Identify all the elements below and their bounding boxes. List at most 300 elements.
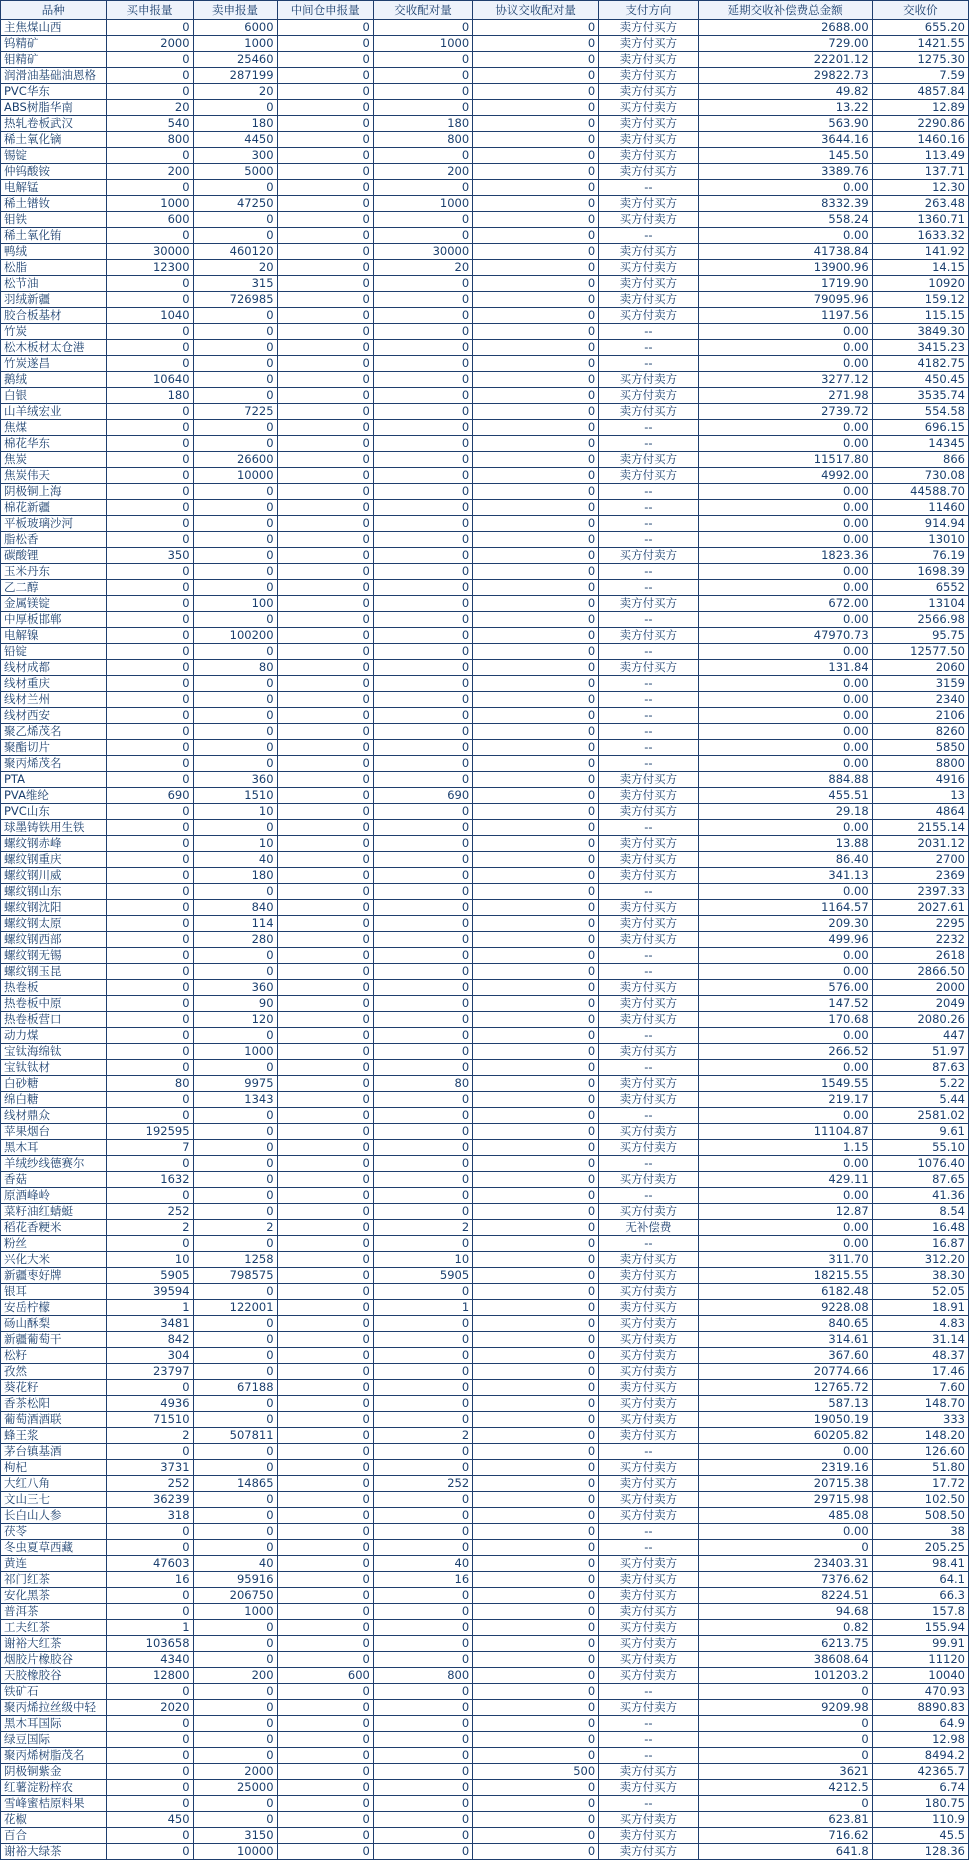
table-row <box>1 1716 969 1732</box>
intermediate-declared-cell: 0 <box>277 564 373 580</box>
delivery-price-cell: 1460.16 <box>872 132 968 148</box>
intermediate-declared-cell: 0 <box>277 788 373 804</box>
delivery-matched-cell: 0 <box>373 1716 472 1732</box>
delivery-matched-cell: 0 <box>373 100 472 116</box>
payment-direction-cell: -- <box>599 180 698 196</box>
agreement-matched-cell: 0 <box>473 404 599 420</box>
buy-declared-cell: 0 <box>106 1684 193 1700</box>
delivery-matched-cell: 0 <box>373 228 472 244</box>
table-row <box>1 1252 969 1268</box>
delivery-matched-cell: 0 <box>373 692 472 708</box>
delivery-price-cell: 312.20 <box>872 1252 968 1268</box>
intermediate-declared-cell: 0 <box>277 644 373 660</box>
delivery-matched-cell: 0 <box>373 404 472 420</box>
deferred-compensation-cell: 3277.12 <box>698 372 872 388</box>
delivery-price-cell: 2866.50 <box>872 964 968 980</box>
table-row <box>1 1364 969 1380</box>
sell-declared-cell: 0 <box>193 436 277 452</box>
sell-declared-cell: 0 <box>193 1316 277 1332</box>
variety-cell: 鸭绒 <box>1 244 107 260</box>
intermediate-declared-cell: 0 <box>277 1252 373 1268</box>
variety-cell: 脂松香 <box>1 532 107 548</box>
buy-declared-cell: 36239 <box>106 1492 193 1508</box>
variety-cell: 松籽 <box>1 1348 107 1364</box>
agreement-matched-cell: 0 <box>473 36 599 52</box>
payment-direction-cell: 卖方付买方 <box>599 804 698 820</box>
delivery-matched-cell: 0 <box>373 1188 472 1204</box>
sell-declared-cell: 0 <box>193 500 277 516</box>
table-row <box>1 1444 969 1460</box>
intermediate-declared-cell: 0 <box>277 1492 373 1508</box>
deferred-compensation-cell: 0.00 <box>698 820 872 836</box>
buy-declared-cell: 3481 <box>106 1316 193 1332</box>
agreement-matched-cell: 0 <box>473 1188 599 1204</box>
variety-cell: 球墨铸铁用生铁 <box>1 820 107 836</box>
intermediate-declared-cell: 0 <box>277 724 373 740</box>
delivery-matched-cell: 0 <box>373 1636 472 1652</box>
deferred-compensation-cell: 209.30 <box>698 916 872 932</box>
delivery-matched-cell: 0 <box>373 1172 472 1188</box>
deferred-compensation-cell: 271.98 <box>698 388 872 404</box>
variety-cell: 铅锭 <box>1 644 107 660</box>
table-row <box>1 772 969 788</box>
agreement-matched-cell: 0 <box>473 1124 599 1140</box>
sell-declared-cell: 0 <box>193 1204 277 1220</box>
buy-declared-cell: 47603 <box>106 1556 193 1572</box>
table-row <box>1 1828 969 1844</box>
deferred-compensation-cell: 147.52 <box>698 996 872 1012</box>
table-row <box>1 820 969 836</box>
buy-declared-cell: 0 <box>106 1844 193 1860</box>
buy-declared-cell: 0 <box>106 964 193 980</box>
delivery-price-cell: 11120 <box>872 1652 968 1668</box>
deferred-compensation-cell: 0.00 <box>698 420 872 436</box>
buy-declared-cell: 39594 <box>106 1284 193 1300</box>
table-row <box>1 1380 969 1396</box>
delivery-price-cell: 12.30 <box>872 180 968 196</box>
agreement-matched-cell: 0 <box>473 1028 599 1044</box>
buy-declared-cell: 0 <box>106 452 193 468</box>
intermediate-declared-cell: 0 <box>277 148 373 164</box>
delivery-price-cell: 180.75 <box>872 1796 968 1812</box>
intermediate-declared-cell: 0 <box>277 484 373 500</box>
sell-declared-cell: 20 <box>193 84 277 100</box>
variety-cell: 雪峰蜜桔原料果 <box>1 1796 107 1812</box>
variety-cell: 安化黑茶 <box>1 1588 107 1604</box>
delivery-matched-cell: 200 <box>373 164 472 180</box>
payment-direction-cell: -- <box>599 564 698 580</box>
delivery-price-cell: 2027.61 <box>872 900 968 916</box>
table-row <box>1 1204 969 1220</box>
deferred-compensation-cell: 0.00 <box>698 1188 872 1204</box>
table-row <box>1 1780 969 1796</box>
buy-declared-cell: 0 <box>106 1604 193 1620</box>
delivery-price-cell: 8890.83 <box>872 1700 968 1716</box>
variety-cell: 蜂王浆 <box>1 1428 107 1444</box>
delivery-price-cell: 3159 <box>872 676 968 692</box>
payment-direction-cell: -- <box>599 740 698 756</box>
sell-declared-cell: 0 <box>193 1796 277 1812</box>
table-row <box>1 212 969 228</box>
delivery-matched-cell: 0 <box>373 84 472 100</box>
deferred-compensation-cell: 101203.2 <box>698 1668 872 1684</box>
table-row <box>1 660 969 676</box>
delivery-price-cell: 5.22 <box>872 1076 968 1092</box>
variety-cell: 阴极铜紫金 <box>1 1764 107 1780</box>
buy-declared-cell: 252 <box>106 1204 193 1220</box>
agreement-matched-cell: 0 <box>473 436 599 452</box>
sell-declared-cell: 80 <box>193 660 277 676</box>
sell-declared-cell: 0 <box>193 212 277 228</box>
deferred-compensation-cell: 266.52 <box>698 1044 872 1060</box>
buy-declared-cell: 0 <box>106 852 193 868</box>
delivery-matched-cell: 0 <box>373 1620 472 1636</box>
payment-direction-cell: 卖方付买方 <box>599 852 698 868</box>
table-row <box>1 1540 969 1556</box>
intermediate-declared-cell: 0 <box>277 1540 373 1556</box>
deferred-compensation-cell: 20715.38 <box>698 1476 872 1492</box>
table-row <box>1 1220 969 1236</box>
deferred-compensation-cell: 219.17 <box>698 1092 872 1108</box>
delivery-price-cell: 508.50 <box>872 1508 968 1524</box>
payment-direction-cell: 卖方付买方 <box>599 116 698 132</box>
table-row <box>1 356 969 372</box>
table-row <box>1 420 969 436</box>
delivery-price-cell: 1698.39 <box>872 564 968 580</box>
buy-declared-cell: 0 <box>106 1380 193 1396</box>
table-row <box>1 148 969 164</box>
delivery-matched-cell: 0 <box>373 548 472 564</box>
payment-direction-cell: 买方付卖方 <box>599 212 698 228</box>
deferred-compensation-cell: 145.50 <box>698 148 872 164</box>
intermediate-declared-cell: 0 <box>277 132 373 148</box>
intermediate-declared-cell: 0 <box>277 1700 373 1716</box>
deferred-compensation-cell: 729.00 <box>698 36 872 52</box>
variety-cell: 稀土镨钕 <box>1 196 107 212</box>
deferred-compensation-cell: 0.00 <box>698 676 872 692</box>
sell-declared-cell: 1258 <box>193 1252 277 1268</box>
sell-declared-cell: 0 <box>193 532 277 548</box>
delivery-matched-cell: 40 <box>373 1556 472 1572</box>
agreement-matched-cell: 0 <box>473 196 599 212</box>
sell-declared-cell: 0 <box>193 1444 277 1460</box>
intermediate-declared-cell: 0 <box>277 1140 373 1156</box>
variety-cell: 钨精矿 <box>1 36 107 52</box>
payment-direction-cell: -- <box>599 1684 698 1700</box>
deferred-compensation-cell: 23403.31 <box>698 1556 872 1572</box>
delivery-price-cell: 8.54 <box>872 1204 968 1220</box>
delivery-price-cell: 7.59 <box>872 68 968 84</box>
intermediate-declared-cell: 0 <box>277 1396 373 1412</box>
sell-declared-cell: 0 <box>193 100 277 116</box>
buy-declared-cell: 0 <box>106 1540 193 1556</box>
sell-declared-cell: 0 <box>193 1540 277 1556</box>
table-row <box>1 36 969 52</box>
payment-direction-cell: -- <box>599 676 698 692</box>
variety-cell: 砀山酥梨 <box>1 1316 107 1332</box>
intermediate-declared-cell: 0 <box>277 1556 373 1572</box>
intermediate-declared-cell: 0 <box>277 1796 373 1812</box>
delivery-price-cell: 55.10 <box>872 1140 968 1156</box>
payment-direction-cell: 买方付卖方 <box>599 1812 698 1828</box>
delivery-matched-cell: 180 <box>373 116 472 132</box>
buy-declared-cell: 0 <box>106 1012 193 1028</box>
sell-declared-cell: 25460 <box>193 52 277 68</box>
deferred-compensation-cell: 0 <box>698 1796 872 1812</box>
deferred-compensation-cell: 0.00 <box>698 484 872 500</box>
sell-declared-cell: 122001 <box>193 1300 277 1316</box>
buy-declared-cell: 0 <box>106 324 193 340</box>
buy-declared-cell: 0 <box>106 52 193 68</box>
agreement-matched-cell: 0 <box>473 692 599 708</box>
sell-declared-cell: 0 <box>193 1108 277 1124</box>
buy-declared-cell: 252 <box>106 1476 193 1492</box>
buy-declared-cell: 0 <box>106 1092 193 1108</box>
sell-declared-cell: 507811 <box>193 1428 277 1444</box>
intermediate-declared-cell: 0 <box>277 532 373 548</box>
delivery-matched-cell: 0 <box>373 1380 472 1396</box>
buy-declared-cell: 4340 <box>106 1652 193 1668</box>
delivery-price-cell: 730.08 <box>872 468 968 484</box>
payment-direction-cell: 卖方付买方 <box>599 244 698 260</box>
intermediate-declared-cell: 0 <box>277 1620 373 1636</box>
variety-cell: 稀土氧化镝 <box>1 132 107 148</box>
variety-cell: 平板玻璃沙河 <box>1 516 107 532</box>
table-row <box>1 1732 969 1748</box>
intermediate-declared-cell: 0 <box>277 1748 373 1764</box>
buy-declared-cell: 0 <box>106 20 193 36</box>
deferred-compensation-cell: 0.00 <box>698 1220 872 1236</box>
delivery-matched-cell: 800 <box>373 1668 472 1684</box>
agreement-matched-cell: 0 <box>473 804 599 820</box>
intermediate-declared-cell: 0 <box>277 1716 373 1732</box>
buy-declared-cell: 0 <box>106 84 193 100</box>
payment-direction-cell: 卖方付买方 <box>599 276 698 292</box>
variety-cell: 热卷板 <box>1 980 107 996</box>
intermediate-declared-cell: 0 <box>277 692 373 708</box>
sell-declared-cell: 840 <box>193 900 277 916</box>
column-header-variety: 品种 <box>1 1 107 20</box>
sell-declared-cell: 7225 <box>193 404 277 420</box>
buy-declared-cell: 23797 <box>106 1364 193 1380</box>
sell-declared-cell: 0 <box>193 484 277 500</box>
buy-declared-cell: 0 <box>106 1748 193 1764</box>
deferred-compensation-cell: 0.00 <box>698 580 872 596</box>
sell-declared-cell: 0 <box>193 692 277 708</box>
deferred-compensation-cell: 1719.90 <box>698 276 872 292</box>
deferred-compensation-cell: 0 <box>698 1732 872 1748</box>
variety-cell: 线材兰州 <box>1 692 107 708</box>
delivery-matched-cell: 30000 <box>373 244 472 260</box>
variety-cell: 线材鼎众 <box>1 1108 107 1124</box>
delivery-matched-cell: 0 <box>373 372 472 388</box>
deferred-compensation-cell: 47970.73 <box>698 628 872 644</box>
delivery-price-cell: 64.1 <box>872 1572 968 1588</box>
delivery-matched-cell: 0 <box>373 564 472 580</box>
payment-direction-cell: 买方付卖方 <box>599 1492 698 1508</box>
agreement-matched-cell: 0 <box>473 260 599 276</box>
payment-direction-cell: 卖方付买方 <box>599 900 698 916</box>
variety-cell: 花椒 <box>1 1812 107 1828</box>
delivery-matched-cell: 0 <box>373 1588 472 1604</box>
deferred-compensation-cell: 2688.00 <box>698 20 872 36</box>
sell-declared-cell: 1000 <box>193 1044 277 1060</box>
delivery-matched-cell: 10 <box>373 1252 472 1268</box>
buy-declared-cell: 0 <box>106 436 193 452</box>
deferred-compensation-cell: 1.15 <box>698 1140 872 1156</box>
sell-declared-cell: 0 <box>193 1028 277 1044</box>
delivery-price-cell: 4182.75 <box>872 356 968 372</box>
deferred-compensation-cell: 1197.56 <box>698 308 872 324</box>
intermediate-declared-cell: 0 <box>277 260 373 276</box>
sell-declared-cell: 0 <box>193 676 277 692</box>
payment-direction-cell: 卖方付买方 <box>599 164 698 180</box>
intermediate-declared-cell: 0 <box>277 1332 373 1348</box>
table-row <box>1 1044 969 1060</box>
variety-cell: 聚丙烯茂名 <box>1 756 107 772</box>
sell-declared-cell: 0 <box>193 1396 277 1412</box>
delivery-matched-cell: 690 <box>373 788 472 804</box>
intermediate-declared-cell: 0 <box>277 1508 373 1524</box>
agreement-matched-cell: 0 <box>473 1492 599 1508</box>
deferred-compensation-cell: 8224.51 <box>698 1588 872 1604</box>
delivery-price-cell: 87.65 <box>872 1172 968 1188</box>
payment-direction-cell: 买方付卖方 <box>599 1460 698 1476</box>
deferred-compensation-cell: 0.00 <box>698 324 872 340</box>
variety-cell: 电解锰 <box>1 180 107 196</box>
delivery-matched-cell: 16 <box>373 1572 472 1588</box>
delivery-matched-cell: 0 <box>373 1412 472 1428</box>
agreement-matched-cell: 0 <box>473 1140 599 1156</box>
agreement-matched-cell: 0 <box>473 916 599 932</box>
delivery-price-cell: 554.58 <box>872 404 968 420</box>
table-row <box>1 740 969 756</box>
intermediate-declared-cell: 0 <box>277 1236 373 1252</box>
payment-direction-cell: 卖方付买方 <box>599 1428 698 1444</box>
sell-declared-cell: 120 <box>193 1012 277 1028</box>
table-row <box>1 1556 969 1572</box>
table-row <box>1 1284 969 1300</box>
table-row <box>1 1460 969 1476</box>
table-row <box>1 132 969 148</box>
delivery-price-cell: 2080.26 <box>872 1012 968 1028</box>
buy-declared-cell: 0 <box>106 356 193 372</box>
variety-cell: PVC华东 <box>1 84 107 100</box>
delivery-matched-cell: 0 <box>373 724 472 740</box>
buy-declared-cell: 0 <box>106 1716 193 1732</box>
agreement-matched-cell: 0 <box>473 1588 599 1604</box>
sell-declared-cell: 0 <box>193 548 277 564</box>
delivery-price-cell: 2397.33 <box>872 884 968 900</box>
table-row <box>1 324 969 340</box>
delivery-price-cell: 38.30 <box>872 1268 968 1284</box>
variety-cell: 电解镍 <box>1 628 107 644</box>
payment-direction-cell: 卖方付买方 <box>599 868 698 884</box>
table-row <box>1 372 969 388</box>
delivery-price-cell: 4.83 <box>872 1316 968 1332</box>
deferred-compensation-cell: 0.00 <box>698 1108 872 1124</box>
variety-cell: 螺纹钢西部 <box>1 932 107 948</box>
variety-cell: 玉米丹东 <box>1 564 107 580</box>
column-header-sell-declared: 卖申报量 <box>193 1 277 20</box>
intermediate-declared-cell: 0 <box>277 324 373 340</box>
delivery-matched-cell: 0 <box>373 1524 472 1540</box>
sell-declared-cell: 0 <box>193 1524 277 1540</box>
agreement-matched-cell: 0 <box>473 1812 599 1828</box>
intermediate-declared-cell: 0 <box>277 516 373 532</box>
delivery-matched-cell: 0 <box>373 1828 472 1844</box>
variety-cell: 热卷板中原 <box>1 996 107 1012</box>
deferred-compensation-cell: 0.00 <box>698 180 872 196</box>
column-header-payment-direction: 支付方向 <box>599 1 698 20</box>
deferred-compensation-cell: 0.00 <box>698 724 872 740</box>
table-row <box>1 116 969 132</box>
column-header-delivery-price: 交收价 <box>872 1 968 20</box>
payment-direction-cell: 买方付卖方 <box>599 1316 698 1332</box>
intermediate-declared-cell: 0 <box>277 420 373 436</box>
deferred-compensation-cell: 0.00 <box>698 756 872 772</box>
payment-direction-cell: -- <box>599 1796 698 1812</box>
table-row <box>1 1700 969 1716</box>
delivery-matched-cell: 252 <box>373 1476 472 1492</box>
table-row <box>1 1572 969 1588</box>
buy-declared-cell: 0 <box>106 1156 193 1172</box>
variety-cell: PTA <box>1 772 107 788</box>
delivery-price-cell: 4864 <box>872 804 968 820</box>
table-row <box>1 500 969 516</box>
variety-cell: 中厚板邯郸 <box>1 612 107 628</box>
delivery-price-cell: 42365.7 <box>872 1764 968 1780</box>
table-row <box>1 276 969 292</box>
agreement-matched-cell: 0 <box>473 1428 599 1444</box>
intermediate-declared-cell: 0 <box>277 228 373 244</box>
agreement-matched-cell: 0 <box>473 1444 599 1460</box>
buy-declared-cell: 0 <box>106 884 193 900</box>
deferred-compensation-cell: 341.13 <box>698 868 872 884</box>
sell-declared-cell: 14865 <box>193 1476 277 1492</box>
delivery-matched-cell: 0 <box>373 964 472 980</box>
buy-declared-cell: 2 <box>106 1428 193 1444</box>
agreement-matched-cell: 0 <box>473 1604 599 1620</box>
sell-declared-cell: 726985 <box>193 292 277 308</box>
sell-declared-cell: 5000 <box>193 164 277 180</box>
delivery-matched-cell: 0 <box>373 580 472 596</box>
delivery-matched-cell: 0 <box>373 1796 472 1812</box>
intermediate-declared-cell: 0 <box>277 356 373 372</box>
deferred-compensation-cell: 11104.87 <box>698 1124 872 1140</box>
intermediate-declared-cell: 0 <box>277 676 373 692</box>
table-row <box>1 468 969 484</box>
deferred-compensation-cell: 563.90 <box>698 116 872 132</box>
intermediate-declared-cell: 0 <box>277 804 373 820</box>
table-row <box>1 1492 969 1508</box>
payment-direction-cell: 卖方付买方 <box>599 468 698 484</box>
variety-cell: 绵白糖 <box>1 1092 107 1108</box>
payment-direction-cell: 卖方付买方 <box>599 20 698 36</box>
agreement-matched-cell: 0 <box>473 324 599 340</box>
delivery-matched-cell: 0 <box>373 532 472 548</box>
delivery-price-cell: 3415.23 <box>872 340 968 356</box>
buy-declared-cell: 318 <box>106 1508 193 1524</box>
payment-direction-cell: 卖方付买方 <box>599 1268 698 1284</box>
buy-declared-cell: 0 <box>106 740 193 756</box>
payment-direction-cell: 卖方付买方 <box>599 1476 698 1492</box>
agreement-matched-cell: 0 <box>473 244 599 260</box>
buy-declared-cell: 0 <box>106 1188 193 1204</box>
delivery-matched-cell: 0 <box>373 1540 472 1556</box>
deferred-compensation-cell: 716.62 <box>698 1828 872 1844</box>
sell-declared-cell: 1343 <box>193 1092 277 1108</box>
